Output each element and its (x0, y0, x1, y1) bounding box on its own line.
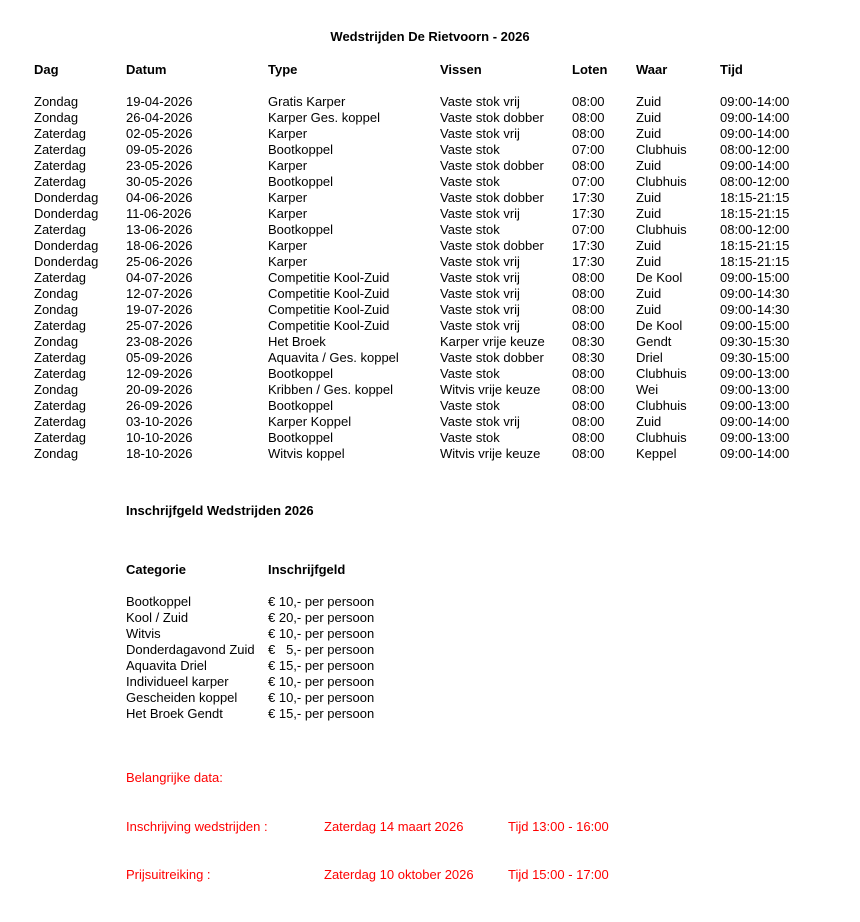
cell-tijd: 09:00-13:00 (720, 430, 790, 445)
cell-bedrag: € 15,- per persoon (268, 658, 375, 673)
cell-type: Bootkoppel (268, 366, 334, 381)
cell-loten: 07:00 (572, 222, 605, 237)
cell-vissen: Vaste stok vrij (440, 206, 520, 221)
cell-type: Aquavita / Ges. koppel (268, 350, 399, 365)
cell-waar: Clubhuis (636, 366, 687, 381)
cell-dag: Zondag (34, 94, 79, 109)
cell-datum: 25-06-2026 (126, 254, 193, 269)
cell-vissen: Witvis vrije keuze (440, 446, 541, 461)
cell-type: Karper Koppel (268, 414, 352, 429)
cell-datum: 10-10-2026 (126, 430, 193, 445)
cell-vissen: Vaste stok (440, 430, 500, 445)
cell-datum: 25-07-2026 (126, 318, 193, 333)
cell-dag: Donderdag (34, 254, 99, 269)
cell-tijd: 09:00-14:00 (720, 158, 790, 173)
important-dates-heading: Belangrijke data: (126, 770, 223, 785)
column-header-datum: Datum (126, 62, 167, 77)
cell-categorie: Kool / Zuid (126, 610, 189, 625)
cell-vissen: Vaste stok (440, 366, 500, 381)
cell-dag: Zaterdag (34, 142, 87, 157)
cell-loten: 17:30 (572, 206, 605, 221)
cell-type: Karper (268, 190, 308, 205)
cell-waar: Zuid (636, 126, 662, 141)
table-row (34, 206, 846, 222)
cell-loten: 08:30 (572, 350, 605, 365)
table-row (34, 366, 846, 382)
cell-datum: 04-07-2026 (126, 270, 193, 285)
cell-dag: Zaterdag (34, 398, 87, 413)
cell-waar: Clubhuis (636, 174, 687, 189)
schedule-header (34, 62, 846, 78)
cell-loten: 08:00 (572, 414, 605, 429)
important-date: Zaterdag 10 oktober 2026 (324, 867, 474, 882)
cell-datum: 26-09-2026 (126, 398, 193, 413)
important-label: Inschrijving wedstrijden : (126, 819, 268, 834)
table-row (34, 254, 846, 270)
cell-waar: De Kool (636, 318, 683, 333)
cell-loten: 08:00 (572, 126, 605, 141)
cell-dag: Zaterdag (34, 318, 87, 333)
important-time: Tijd 15:00 - 17:00 (508, 867, 609, 882)
cell-waar: Zuid (636, 414, 662, 429)
cell-loten: 08:00 (572, 318, 605, 333)
cell-vissen: Vaste stok (440, 398, 500, 413)
cell-datum: 26-04-2026 (126, 110, 193, 125)
cell-dag: Zaterdag (34, 222, 87, 237)
cell-loten: 07:00 (572, 174, 605, 189)
column-header-inschrijfgeld: Inschrijfgeld (268, 562, 346, 577)
cell-loten: 08:00 (572, 270, 605, 285)
cell-type: Competitie Kool-Zuid (268, 270, 390, 285)
cell-type: Het Broek (268, 334, 326, 349)
cell-waar: Driel (636, 350, 663, 365)
important-time: Tijd 13:00 - 16:00 (508, 819, 609, 834)
table-row (34, 238, 846, 254)
cell-bedrag: € 10,- per persoon (268, 626, 375, 641)
fees-header (126, 562, 345, 578)
cell-tijd: 09:00-14:00 (720, 446, 790, 461)
cell-type: Karper (268, 126, 308, 141)
table-row (34, 286, 846, 302)
cell-categorie: Aquavita Driel (126, 658, 207, 673)
cell-categorie: Individueel karper (126, 674, 229, 689)
cell-dag: Zondag (34, 334, 79, 349)
cell-waar: Zuid (636, 254, 662, 269)
cell-tijd: 18:15-21:15 (720, 254, 790, 269)
cell-loten: 08:00 (572, 110, 605, 125)
fee-row (126, 626, 374, 642)
cell-bedrag: € 10,- per persoon (268, 674, 375, 689)
table-row (34, 110, 846, 126)
cell-waar: Zuid (636, 286, 662, 301)
cell-type: Competitie Kool-Zuid (268, 286, 390, 301)
cell-loten: 08:00 (572, 430, 605, 445)
cell-tijd: 09:00-13:00 (720, 398, 790, 413)
cell-datum: 03-10-2026 (126, 414, 193, 429)
cell-datum: 13-06-2026 (126, 222, 193, 237)
cell-datum: 12-07-2026 (126, 286, 193, 301)
cell-vissen: Vaste stok (440, 142, 500, 157)
cell-type: Karper (268, 158, 308, 173)
cell-tijd: 09:00-14:00 (720, 414, 790, 429)
cell-dag: Donderdag (34, 206, 99, 221)
cell-vissen: Vaste stok dobber (440, 350, 544, 365)
cell-datum: 02-05-2026 (126, 126, 193, 141)
cell-dag: Zondag (34, 302, 79, 317)
cell-loten: 08:00 (572, 158, 605, 173)
schedule-table (34, 94, 846, 462)
column-header-vissen: Vissen (440, 62, 482, 77)
cell-vissen: Vaste stok vrij (440, 302, 520, 317)
fee-row (126, 706, 374, 722)
cell-waar: Zuid (636, 190, 662, 205)
important-label: Prijsuitreiking : (126, 867, 211, 882)
cell-bedrag: € 10,- per persoon (268, 690, 375, 705)
cell-datum: 12-09-2026 (126, 366, 193, 381)
cell-loten: 08:00 (572, 302, 605, 317)
fee-row (126, 594, 374, 610)
cell-dag: Zaterdag (34, 430, 87, 445)
cell-tijd: 18:15-21:15 (720, 190, 790, 205)
fees-section-title: Inschrijfgeld Wedstrijden 2026 (126, 503, 314, 518)
table-row (34, 94, 846, 110)
cell-categorie: Gescheiden koppel (126, 690, 238, 705)
cell-loten: 08:30 (572, 334, 605, 349)
important-dates-list (126, 819, 609, 915)
fee-row (126, 690, 374, 706)
cell-vissen: Vaste stok vrij (440, 126, 520, 141)
column-header-type: Type (268, 62, 298, 77)
cell-waar: Clubhuis (636, 398, 687, 413)
cell-datum: 19-04-2026 (126, 94, 193, 109)
cell-categorie: Het Broek Gendt (126, 706, 223, 721)
fee-row (126, 658, 374, 674)
cell-bedrag: € 20,- per persoon (268, 610, 375, 625)
column-header-categorie: Categorie (126, 562, 186, 577)
important-date-row (126, 819, 609, 835)
fee-row (126, 610, 374, 626)
cell-loten: 08:00 (572, 398, 605, 413)
cell-loten: 08:00 (572, 94, 605, 109)
fees-table (126, 594, 374, 722)
cell-vissen: Vaste stok vrij (440, 318, 520, 333)
column-header-waar: Waar (636, 62, 668, 77)
fee-row (126, 642, 374, 658)
cell-dag: Zondag (34, 286, 79, 301)
page-title: Wedstrijden De Rietvoorn - 2026 (330, 29, 530, 44)
cell-datum: 09-05-2026 (126, 142, 193, 157)
cell-waar: Zuid (636, 94, 662, 109)
cell-vissen: Witvis vrije keuze (440, 382, 541, 397)
cell-vissen: Vaste stok vrij (440, 414, 520, 429)
column-header-dag: Dag (34, 62, 59, 77)
cell-dag: Zaterdag (34, 350, 87, 365)
cell-datum: 05-09-2026 (126, 350, 193, 365)
cell-waar: Zuid (636, 238, 662, 253)
cell-vissen: Vaste stok dobber (440, 238, 544, 253)
cell-datum: 20-09-2026 (126, 382, 193, 397)
cell-waar: Clubhuis (636, 430, 687, 445)
cell-tijd: 09:00-14:00 (720, 94, 790, 109)
cell-bedrag: € 10,- per persoon (268, 594, 375, 609)
cell-dag: Zaterdag (34, 174, 87, 189)
cell-dag: Zaterdag (34, 414, 87, 429)
table-row (34, 126, 846, 142)
cell-categorie: Bootkoppel (126, 594, 192, 609)
cell-waar: Wei (636, 382, 659, 397)
cell-vissen: Vaste stok vrij (440, 254, 520, 269)
cell-dag: Donderdag (34, 238, 99, 253)
cell-waar: Zuid (636, 158, 662, 173)
cell-type: Karper Ges. koppel (268, 110, 381, 125)
table-row (34, 398, 846, 414)
cell-dag: Donderdag (34, 190, 99, 205)
cell-vissen: Karper vrije keuze (440, 334, 545, 349)
cell-type: Karper (268, 238, 308, 253)
cell-datum: 23-08-2026 (126, 334, 193, 349)
cell-datum: 23-05-2026 (126, 158, 193, 173)
cell-type: Bootkoppel (268, 142, 334, 157)
cell-tijd: 09:00-15:00 (720, 270, 790, 285)
cell-tijd: 09:30-15:30 (720, 334, 790, 349)
cell-vissen: Vaste stok dobber (440, 190, 544, 205)
cell-datum: 19-07-2026 (126, 302, 193, 317)
cell-vissen: Vaste stok vrij (440, 94, 520, 109)
table-row (34, 430, 846, 446)
cell-datum: 18-06-2026 (126, 238, 193, 253)
cell-vissen: Vaste stok dobber (440, 110, 544, 125)
cell-vissen: Vaste stok (440, 174, 500, 189)
cell-type: Witvis koppel (268, 446, 345, 461)
cell-type: Karper (268, 206, 308, 221)
table-row (34, 270, 846, 286)
cell-type: Competitie Kool-Zuid (268, 302, 390, 317)
cell-tijd: 09:00-13:00 (720, 382, 790, 397)
table-row (34, 350, 846, 366)
cell-tijd: 09:00-14:00 (720, 126, 790, 141)
cell-tijd: 09:00-13:00 (720, 366, 790, 381)
cell-waar: Gendt (636, 334, 672, 349)
column-header-tijd: Tijd (720, 62, 743, 77)
cell-vissen: Vaste stok dobber (440, 158, 544, 173)
cell-waar: Zuid (636, 302, 662, 317)
cell-loten: 17:30 (572, 254, 605, 269)
cell-vissen: Vaste stok vrij (440, 270, 520, 285)
table-row (34, 174, 846, 190)
table-row (34, 190, 846, 206)
cell-tijd: 09:00-14:00 (720, 110, 790, 125)
important-date-row (126, 867, 609, 883)
table-row (34, 158, 846, 174)
cell-loten: 17:30 (572, 190, 605, 205)
cell-loten: 08:00 (572, 366, 605, 381)
cell-dag: Zaterdag (34, 158, 87, 173)
cell-loten: 08:00 (572, 286, 605, 301)
table-row (34, 446, 846, 462)
cell-loten: 08:00 (572, 446, 605, 461)
cell-tijd: 08:00-12:00 (720, 174, 790, 189)
cell-categorie: Donderdagavond Zuid (126, 642, 255, 657)
cell-tijd: 18:15-21:15 (720, 238, 790, 253)
cell-datum: 30-05-2026 (126, 174, 193, 189)
column-header-loten: Loten (572, 62, 608, 77)
cell-vissen: Vaste stok (440, 222, 500, 237)
cell-datum: 18-10-2026 (126, 446, 193, 461)
cell-waar: Keppel (636, 446, 677, 461)
cell-dag: Zondag (34, 110, 79, 125)
important-date: Zaterdag 14 maart 2026 (324, 819, 464, 834)
cell-loten: 07:00 (572, 142, 605, 157)
cell-datum: 11-06-2026 (126, 206, 192, 221)
cell-type: Gratis Karper (268, 94, 346, 109)
cell-tijd: 09:00-14:30 (720, 302, 790, 317)
cell-dag: Zondag (34, 446, 79, 461)
table-row (34, 414, 846, 430)
cell-tijd: 09:00-15:00 (720, 318, 790, 333)
cell-type: Bootkoppel (268, 174, 334, 189)
cell-dag: Zaterdag (34, 366, 87, 381)
cell-bedrag: € 15,- per persoon (268, 706, 375, 721)
cell-loten: 17:30 (572, 238, 605, 253)
cell-type: Karper (268, 254, 308, 269)
fee-row (126, 674, 374, 690)
table-row (34, 222, 846, 238)
cell-dag: Zondag (34, 382, 79, 397)
cell-waar: Zuid (636, 206, 662, 221)
table-row (34, 318, 846, 334)
table-row (34, 142, 846, 158)
cell-waar: Zuid (636, 110, 662, 125)
cell-type: Bootkoppel (268, 222, 334, 237)
table-row (34, 334, 846, 350)
cell-waar: Clubhuis (636, 142, 687, 157)
cell-dag: Zaterdag (34, 126, 87, 141)
cell-type: Competitie Kool-Zuid (268, 318, 390, 333)
cell-tijd: 08:00-12:00 (720, 142, 790, 157)
cell-bedrag: € 5,- per persoon (268, 642, 375, 657)
cell-vissen: Vaste stok vrij (440, 286, 520, 301)
cell-waar: Clubhuis (636, 222, 687, 237)
cell-loten: 08:00 (572, 382, 605, 397)
table-row (34, 382, 846, 398)
cell-tijd: 18:15-21:15 (720, 206, 790, 221)
table-row (34, 302, 846, 318)
cell-tijd: 09:30-15:00 (720, 350, 790, 365)
cell-type: Bootkoppel (268, 430, 334, 445)
cell-datum: 04-06-2026 (126, 190, 193, 205)
cell-type: Bootkoppel (268, 398, 334, 413)
cell-tijd: 08:00-12:00 (720, 222, 790, 237)
cell-waar: De Kool (636, 270, 683, 285)
cell-tijd: 09:00-14:30 (720, 286, 790, 301)
cell-categorie: Witvis (126, 626, 161, 641)
cell-type: Kribben / Ges. koppel (268, 382, 394, 397)
cell-dag: Zaterdag (34, 270, 87, 285)
